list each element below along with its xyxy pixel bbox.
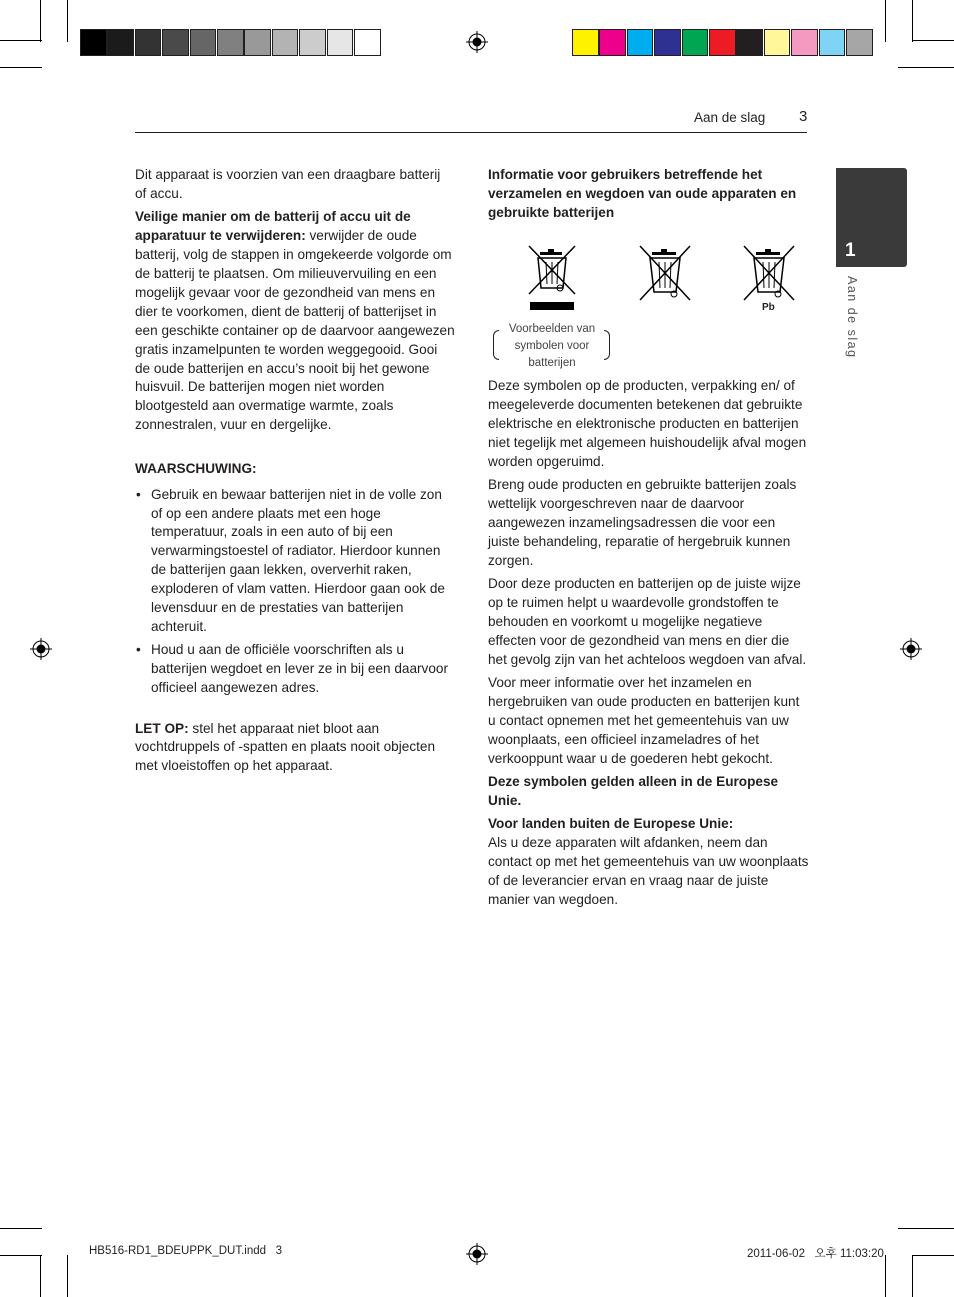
caution-title: LET OP:: [135, 720, 189, 736]
outside-eu-text: Als u deze apparaten wilt afdanken, neem dan contact op met het gemeentehuis van uw woonplaats of de leverancier ervan en vraag naar de juiste manier van wegdoen.: [488, 835, 809, 908]
info-title: Informatie voor gebruikers betreffende het verzamelen en wegdoen van oude apparaten en gebruikte batterijen: [488, 167, 797, 220]
crop-mark: [0, 67, 42, 68]
bullet-icon: •: [136, 486, 141, 502]
registration-mark-icon: [900, 638, 922, 660]
color-swatch: [709, 29, 736, 56]
color-swatch: [572, 29, 599, 56]
crop-mark: [0, 1228, 42, 1229]
crop-mark: [0, 1255, 42, 1256]
crop-mark: [67, 1255, 68, 1297]
chapter-tab-label: Aan de slag: [845, 276, 859, 359]
list-item: [135, 641, 455, 698]
color-swatch: [217, 29, 244, 56]
registration-mark-icon: [466, 31, 488, 53]
color-swatch: [599, 29, 626, 56]
color-swatch: [162, 29, 189, 56]
left-bracket: [493, 330, 499, 360]
warning-item-text: Houd u aan de officiële voorschriften als u batterijen wegdoet en lever ze in bij een daarvoor officieel aangewezen adres.: [151, 641, 448, 695]
header-rule: [135, 132, 807, 133]
color-swatch: [791, 29, 818, 56]
page-number: 3: [799, 108, 808, 125]
color-swatch: [107, 29, 134, 56]
footer-file-name: HB516-RD1_BDEUPPK_DUT.indd 3: [89, 1245, 283, 1257]
color-swatch: [354, 29, 381, 56]
color-swatch: [819, 29, 846, 56]
paragraph: Breng oude producten en gebruikte batterijen zoals wettelijk voorgeschreven naar de daarvoor aangewezen inzamelingsadressen die voor een juiste behandeling, reparatie of hergebruik kunnen zorgen.: [488, 477, 797, 568]
chapter-number: 1: [845, 240, 856, 261]
eu-only-note: Deze symbolen gelden alleen in de Europese Unie.: [488, 774, 779, 809]
outside-eu-title: Voor landen buiten de Europese Unie:: [488, 816, 734, 832]
weee-battery-bin-icon: [638, 244, 692, 302]
symbol-caption: Voorbeelden van symbolen voor batterijen: [508, 323, 596, 369]
safe-removal-text: verwijder de oude batterij, volg de stappen in omgekeerde volgorde om de batterij te plaatsen. Om milieuvervuiling en een mogelijk gevaar voor de gezondheid van mens en dier te voorkomen, dient de batterij of batterijset in een geschikte container op de daarvoor aangewezen gratis inzamelpunten te worden weggegooid. Gooi de oude batterijen en accu’s nooit bij het gewone huisvuil. De batterijen mogen niet worden blootgesteld aan overmatige warmte, zoals zonnestralen, vuur en dergelijke.: [135, 228, 455, 433]
caution-paragraph: [135, 720, 455, 777]
right-bracket: [604, 330, 610, 360]
color-swatch: [846, 29, 873, 56]
footer-datetime: 2011-06-02 오후 11:03:20: [747, 1248, 884, 1260]
crop-mark: [67, 0, 68, 42]
color-swatch: [736, 29, 763, 56]
crop-mark: [898, 67, 954, 68]
crop-mark: [40, 0, 41, 42]
warning-item-text: Gebruik en bewaar batterijen niet in de volle zon of op een andere plaats met een hoge temperatuur, zoals in een auto of bij een verwarmingstoestel of radiator. Hierdoor kunnen de batterijen gaan lekken, oververhit raken, exploderen of vlam vatten. Hierdoor gaan ook de levensduur en de prestaties van batterijen achteruit.: [151, 486, 445, 634]
crop-mark: [912, 1255, 954, 1256]
list-item: [135, 486, 455, 637]
crop-mark: [912, 0, 913, 42]
paragraph: Voor meer informatie over het inzamelen en hergebruiken van oude producten en batterijen kunt u contact opnemen met het gemeentehuis van uw woonplaats, een officieel inzameladres of het verkooppunt waar u de goederen hebt gekocht.: [488, 675, 800, 766]
crop-mark: [898, 1228, 954, 1229]
color-swatch: [654, 29, 681, 56]
header-section-title: Aan de slag: [694, 110, 766, 125]
warning-list: [135, 486, 455, 698]
weee-battery-bin-icon: [527, 244, 577, 314]
registration-mark-icon: [466, 1243, 488, 1265]
safe-removal-paragraph: [135, 208, 455, 435]
crop-mark: [912, 40, 954, 41]
color-swatch: [272, 29, 299, 56]
caution-text: stel het apparaat niet bloot aan vochtdruppels of -spatten en plaats nooit objecten met vloeistoffen op het apparaat.: [135, 720, 436, 774]
info-title-block: [488, 166, 803, 227]
color-swatch: [682, 29, 709, 56]
safe-removal-title: Veilige manier om de batterij of accu uit de apparatuur te verwijderen:: [135, 209, 411, 244]
pb-label: Pb: [762, 302, 775, 313]
crop-mark: [40, 1255, 41, 1297]
color-swatch: [327, 29, 354, 56]
outside-eu-paragraph: [488, 815, 810, 910]
bullet-icon: •: [136, 641, 141, 657]
intro-paragraph: Dit apparaat is voorzien van een draagbare batterij of accu.: [135, 167, 441, 201]
paragraph: Deze symbolen op de producten, verpakking en/ of meegeleverde documenten betekenen dat gebruikte elektrische en elektronische producten en batterijen niet tegelijk met algemeen huishoudelijk afval mogen worden opgeruimd.: [488, 378, 807, 469]
paragraph: Door deze producten en batterijen op de juiste wijze op te ruimen helpt u waardevolle grondstoffen te behouden en voorkomt u mogelijke negatieve effecten voor de gezondheid van mens en dier die het gevolg zijn van het achteloos wegdoen van afval.: [488, 576, 807, 667]
registration-mark-icon: [30, 638, 52, 660]
right-column: [488, 377, 810, 914]
color-swatch: [299, 29, 326, 56]
crop-mark: [885, 1255, 886, 1297]
crop-mark: [885, 0, 886, 42]
color-swatch: [244, 29, 271, 56]
color-swatch: [627, 29, 654, 56]
color-swatch: [190, 29, 217, 56]
color-swatch: [135, 29, 162, 56]
crop-mark: [0, 40, 42, 41]
left-column: [135, 166, 455, 781]
color-swatch: [80, 29, 107, 56]
weee-battery-bin-pb-icon: [742, 244, 796, 302]
crop-mark: [912, 1255, 913, 1297]
warning-title: WAARSCHUWING:: [135, 460, 257, 476]
color-swatch: [764, 29, 791, 56]
